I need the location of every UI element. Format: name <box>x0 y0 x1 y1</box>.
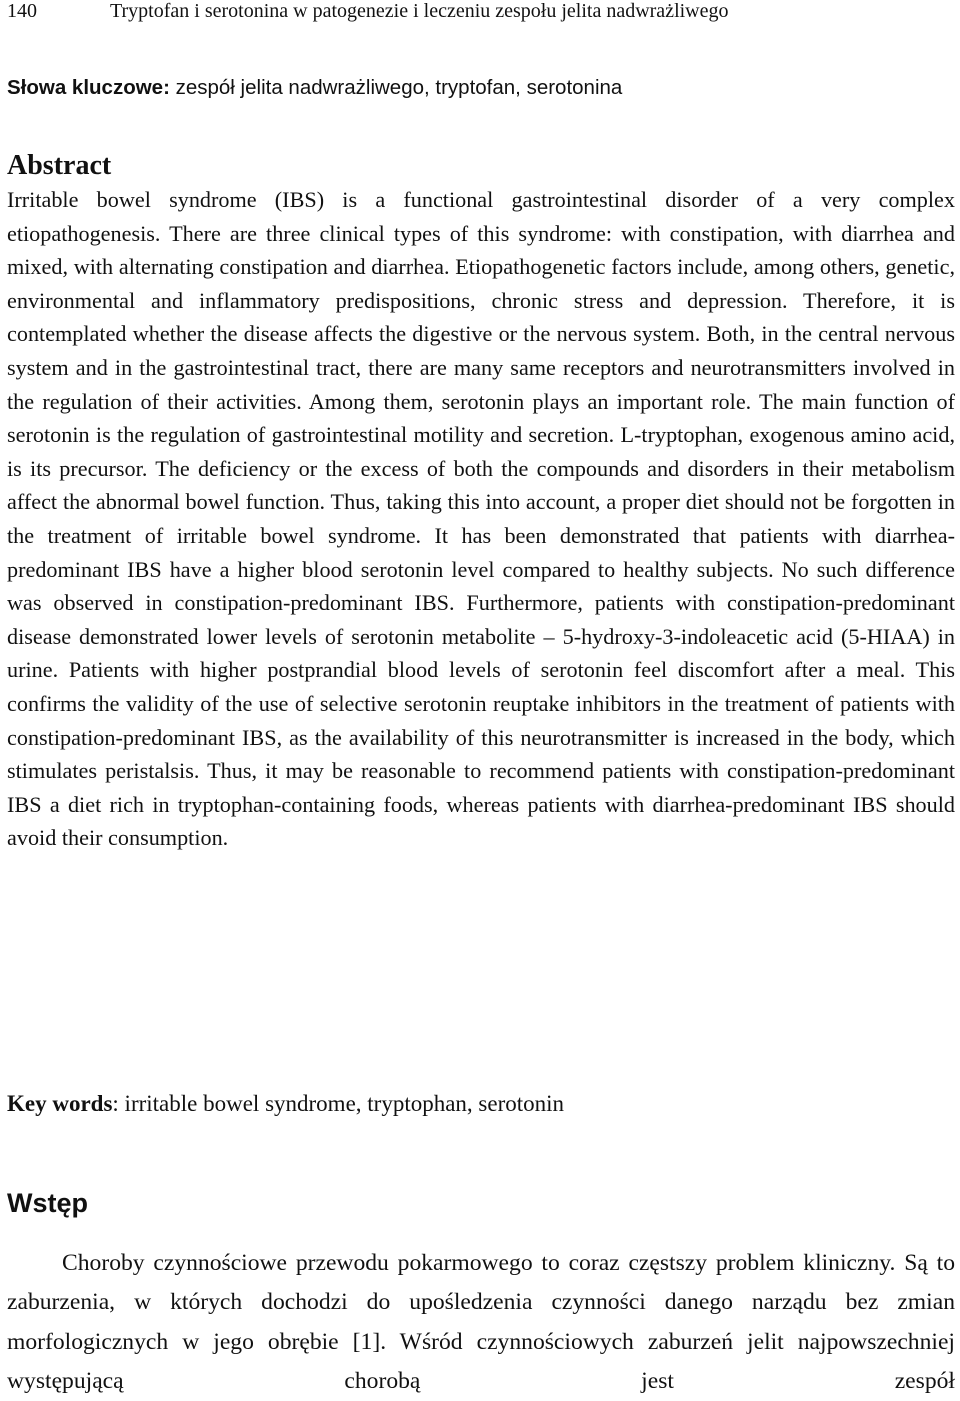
english-keywords-label: Key words <box>7 1091 113 1116</box>
intro-text: Choroby czynnościowe przewodu pokarmowego to coraz częstszy problem kliniczny. Są to zaburzenia, w których dochodzi do upośledzenia czynności danego narządu bez zmian morfologicznych w jego obrębie [1]. Wśród czynnościowych zaburzeń jelit najpowszechniej występującą chorobą jest zespół <box>7 1250 955 1394</box>
intro-heading: Wstęp <box>7 1188 88 1218</box>
abstract-text: Irritable bowel syndrome (IBS) is a functional gastrointestinal disorder of a very complex etiopathogenesis. There are three clinical types of this syndrome: with constipation, with diarrhea and mixed, with alternating constipation and diarrhea. Etiopathogenetic factors include, among others, genetic, environmental and inflammatory predispositions, chronic stress and depression. Therefore, it is contemplated whether the disease affects the digestive or the nervous system. Both, in the central nervous system and in the gastrointestinal tract, there are many same receptors and neurotransmitters involved in the regulation of their activities. Among them, serotonin plays an important role. The main function of serotonin is the regulation of gastrointestinal motility and secretion. L-tryptophan, exogenous amino acid, is its precursor. The deficiency or the excess of both the compounds and disorders in their metabolism affect the abnormal bowel function. Thus, taking this into account, a proper diet should not be forgotten in the treatment of irritable bowel syndrome. It has been demonstrated that patients with diarrhea-predominant IBS have a higher blood serotonin level compared to healthy subjects. No such difference was observed in constipation-predominant IBS. Furthermore, patients with constipation-predominant disease demonstrated lower levels of serotonin metabolite – 5-hydroxy-3-indoleacetic acid (5-HIAA) in urine. Patients with higher postprandial blood levels of serotonin feel discomfort after a meal. This confirms the validity of the use of selective serotonin reuptake inhibitors in the treatment of patients with constipation-predominant IBS, as the availability of this neurotransmitter is increased in the body, which stimulates peristalsis. Thus, it may be reasonable to recommend patients with constipation-predominant IBS a diet rich in tryptophan-containing foods, whereas patients with diarrhea-predominant IBS should avoid their consumption. <box>7 187 955 851</box>
polish-keywords-text: zespół jelita nadwrażliwego, tryptofan, serotonina <box>169 76 623 99</box>
page-number: 140 <box>7 0 37 22</box>
polish-keywords-label: Słowa kluczowe: <box>7 76 170 99</box>
english-keywords <box>7 1088 564 1120</box>
running-header <box>7 0 955 25</box>
running-title: Tryptofan i serotonina w patogenezie i leczeniu zespołu jelita nadwrażliwego <box>110 0 729 22</box>
polish-keywords <box>7 75 622 101</box>
english-keywords-text: : irritable bowel syndrome, tryptophan, serotonin <box>112 1091 565 1116</box>
abstract-heading: Abstract <box>7 150 112 181</box>
